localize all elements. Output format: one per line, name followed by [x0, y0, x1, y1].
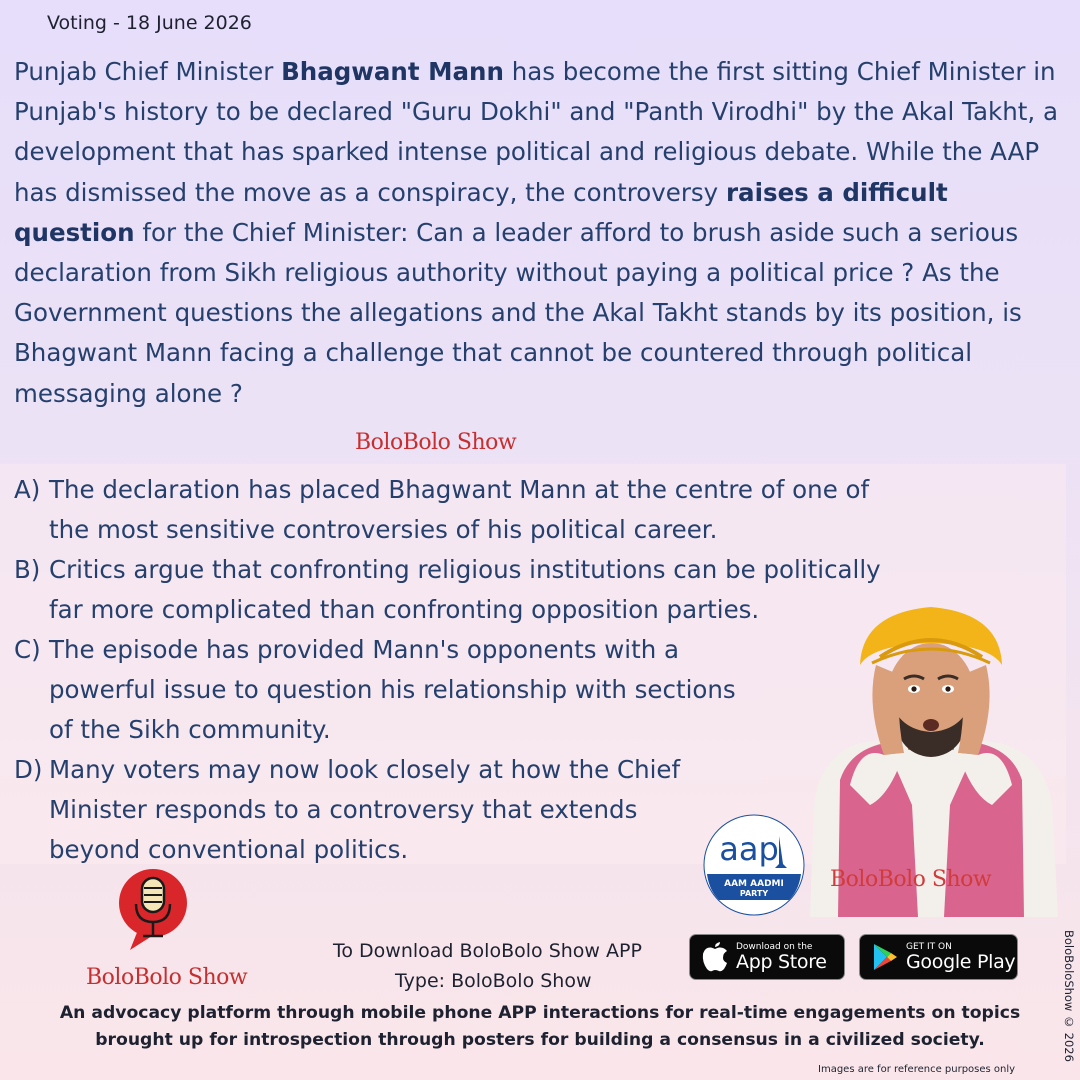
- highlight-question: raises a difficult question: [14, 177, 948, 247]
- copyright-vertical: BoloBoloShow © 2026: [1062, 930, 1076, 1062]
- app-store-button[interactable]: Download on the App Store: [689, 934, 845, 980]
- brand-watermark-photo: BoloBolo Show: [830, 867, 992, 892]
- microphone-icon: [118, 868, 188, 966]
- option-c[interactable]: C) The episode has provided Mann's opponents with a powerful issue to question his relationship with sections of the Sikh community.: [14, 635, 736, 744]
- footer-tagline: An advocacy platform through mobile phone APP interactions for real-time engagements on topics brought up for introspection through posters for building a consensus in a civilized society.: [59, 1003, 1021, 1050]
- aap-logo: [703, 814, 805, 916]
- option-a[interactable]: A) The declaration has placed Bhagwant Mann at the centre of one of the most sensitive controversies of his political career.: [14, 475, 870, 544]
- download-instruction: To Download BoloBolo Show APP: [333, 940, 642, 962]
- svg-text:PARTY: PARTY: [739, 889, 769, 898]
- option-d[interactable]: D) Many voters may now look closely at how the Chief Minister responds to a controversy that extends beyond conventional politics.: [14, 755, 681, 864]
- google-play-icon: [872, 943, 898, 971]
- image-disclaimer: Images are for reference purposes only: [818, 1064, 1016, 1075]
- apple-icon: [702, 942, 728, 972]
- option-b[interactable]: B) Critics argue that confronting religious institutions can be politically far more complicated than confronting opposition parties.: [14, 555, 881, 624]
- svg-text:AAM AADMI: AAM AADMI: [724, 879, 784, 889]
- brand-logo-text: BoloBolo Show: [86, 965, 248, 990]
- svg-text:aap: aap: [719, 830, 779, 868]
- google-play-button[interactable]: GET IT ON Google Play: [859, 934, 1018, 980]
- brand-watermark: BoloBolo Show: [355, 430, 517, 455]
- date-line: Voting - 18 June 2026: [47, 12, 252, 34]
- download-type-hint: Type: BoloBolo Show: [395, 970, 592, 992]
- main-paragraph: Punjab Chief Minister Bhagwant Mann has become the first sitting Chief Minister in Punjab's history to be declared "Guru Dokhi" and "Panth Virodhi" by the Akal Takht, a development that has sparked intense political and religious debate. While the AAP has dismissed the move as a conspiracy, the controversy raises a difficult question for the Chief Minister: Can a leader afford to brush aside such a serious declaration from Sikh religious authority without paying a political price ? As the Government questions the allegations and the Akal Takht stands by its position, is Bhagwant Mann facing a challenge that cannot be countered through political messaging alone ?: [14, 57, 1058, 408]
- highlight-name: Bhagwant Mann: [281, 57, 504, 86]
